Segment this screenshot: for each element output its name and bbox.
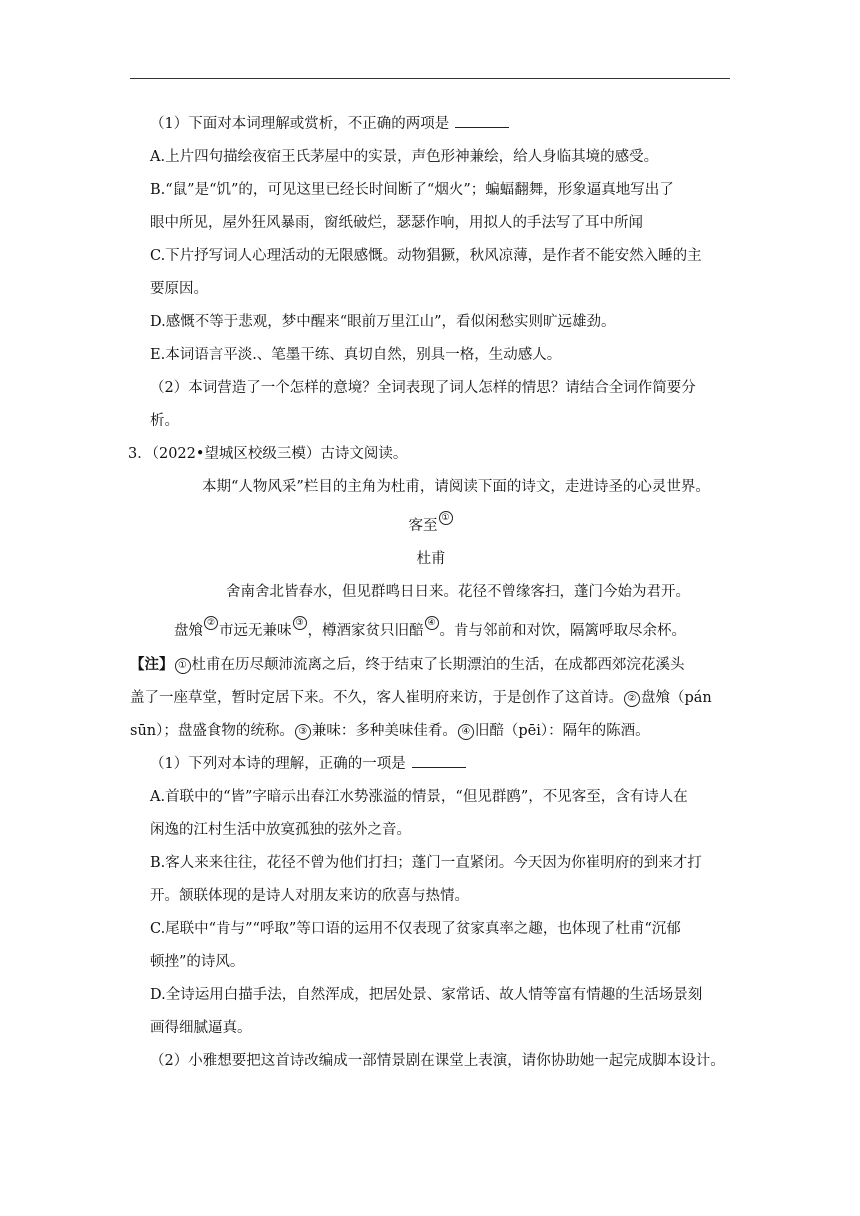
poem-author: 杜甫 xyxy=(416,550,446,567)
q3-option-c: C.尾联中“肯与”“呼取”等口语的运用不仅表现了贫家真率之趣，也体现了杜甫“沉郁 xyxy=(150,920,681,937)
q1-option-c: C.下片抒写词人心理活动的无限感慨。动物猖獗，秋风凉薄，是作者不能安然入睡的主 xyxy=(150,248,702,264)
answer-blank[interactable] xyxy=(455,111,509,128)
q3-intro: 本期“人物风采”栏目的主角为杜甫，请阅读下面的诗文，走进诗圣的心灵世界。 xyxy=(202,479,710,495)
note-number: ④ xyxy=(458,724,474,740)
note-number: ① xyxy=(175,658,191,674)
note-line-3: sūn）；盘盛食物的统称。 ③ 兼味：多种美味佳肴。 ④ 旧醅（pēi）：隔年的陈酒。 xyxy=(130,722,650,739)
q3-option-c-cont: 顿挫”的诗风。 xyxy=(150,953,245,970)
q3-sub2: （2）小雅想要把这首诗改编成一部情景剧在课堂上表演，请你协助她一起完成脚本设计。 xyxy=(150,1052,725,1069)
q1-option-e: E.本词语言平淡.、笔墨干练、真切自然，别具一格，生动感人。 xyxy=(150,347,562,363)
q1-stem: （1）下面对本词理解或赏析，不正确的两项是 xyxy=(130,108,732,141)
poem-line-1: 舍南舍北皆春水，但见群鸣日日来。花径不曾缘客扫，蓬门今始为君开。 xyxy=(226,583,690,600)
note-line-1: 【注】 ① 杜甫在历尽颠沛流离之后，终于结束了长期漂泊的生活，在成都西郊浣花溪头 xyxy=(130,655,685,673)
q1-option-c-cont: 要原因。 xyxy=(150,281,208,297)
note-number: ② xyxy=(624,691,640,707)
footnote-mark: ④ xyxy=(425,616,439,630)
q1-option-b: B.“鼠”是“饥”的，可见这里已经长时间断了“烟火”；蝙蝠翻舞，形象逼真地写出了 xyxy=(150,182,674,198)
page-content xyxy=(130,108,732,1078)
footnote-mark: ① xyxy=(439,511,453,525)
note-number: ③ xyxy=(295,724,311,740)
footnote-mark: ③ xyxy=(293,616,307,630)
q3-option-d: D.全诗运用白描手法，自然浑成，把居处景、家常话、故人情等富有情趣的生活场景刻 xyxy=(150,986,703,1003)
q3-option-b: B.客人来来往往，花径不曾为他们打扫；蓬门一直紧闭。今天因为你崔明府的到来才打 xyxy=(150,854,702,871)
poem-line-2: 盘飧 ② 市远无兼味 ③ ，樽酒家贫只旧醅 ④ 。肯与邻前和对饮，隔篱呼取尽余杯。 xyxy=(174,617,686,639)
question-3-header: 3．（2022•望城区校级三模）古诗文阅读。 xyxy=(128,446,408,462)
note-line-2: 盖了一座草堂，暂时定居下来。不久，客人崔明府来访，于是创作了这首诗。 ② 盘飧（pán xyxy=(130,689,712,706)
q1-option-b-cont: 眼中所见，屋外狂风暴雨，窗纸破烂，瑟瑟作响，用拟人的手法写了耳中所闻 xyxy=(150,215,643,231)
q2-line-cont: 析。 xyxy=(150,413,179,429)
q3-option-a-cont: 闲逸的江村生活中放寞孤独的弦外之音。 xyxy=(150,821,411,838)
q1-option-d: D.感慨不等于悲观，梦中醒来“眼前万里江山”，看似闲愁实则旷远雄劲。 xyxy=(150,314,616,330)
poem-title: 客至 ① xyxy=(130,504,732,543)
header-rule xyxy=(130,78,730,79)
answer-blank[interactable] xyxy=(412,751,466,768)
q1-option-a: A.上片四句描绘夜宿王氏茅屋中的实景，声色形神兼绘，给人身临其境的感受。 xyxy=(150,149,659,165)
footnote-mark: ② xyxy=(204,616,218,630)
q2-line: （2）本词营造了一个怎样的意境？全词表现了词人怎样的情思？请结合全词作简要分 xyxy=(150,380,696,396)
q3-option-d-cont: 画得细腻逼真。 xyxy=(150,1019,252,1036)
q3-option-b-cont: 开。颔联体现的是诗人对朋友来访的欣喜与热情。 xyxy=(150,887,469,904)
q3-sub1-stem: （1）下列对本诗的理解，正确的一项是 xyxy=(130,748,732,781)
note-tag: 【注】 xyxy=(130,655,174,673)
q3-option-a: A.首联中的“皆”字暗示出春江水势涨溢的情景，“但见群鸥”，不见客至，含有诗人在 xyxy=(150,788,688,805)
